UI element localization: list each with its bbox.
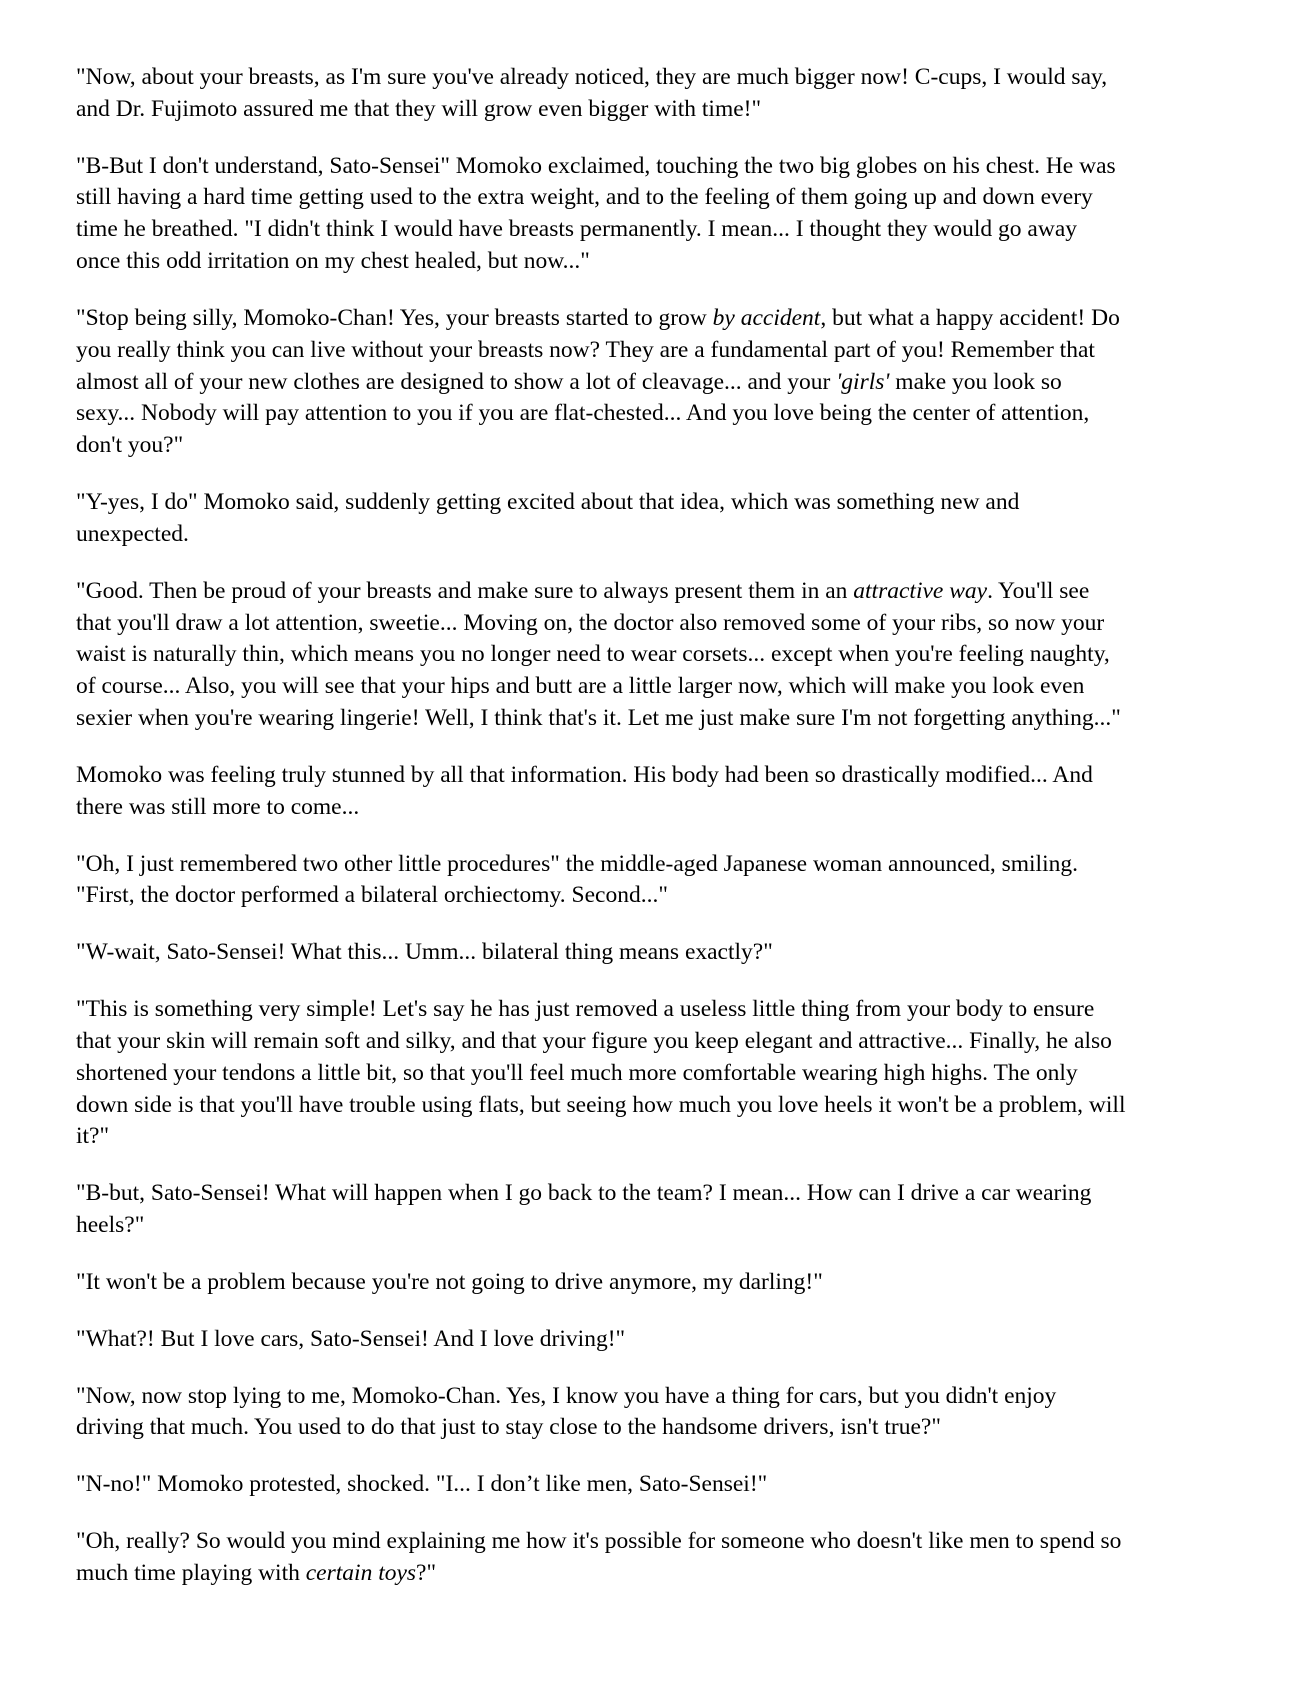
emphasis-text: certain toys	[305, 1559, 417, 1586]
paragraph: "Y-yes, I do" Momoko said, suddenly getting excited about that idea, which was something new and unexpected.	[76, 489, 1020, 547]
paragraph: "Stop being silly, Momoko-Chan! Yes, your breasts started to grow by accident, but what a happy accident! Do you really think you can live without your breasts now? They are a fundamental part of you! Remember that almost all of your new clothes are designed to show a lot of cleavage... and your 'girls' make you look so sexy... Nobody will pay attention to you if you are flat-chested... And you love being the center of attention, don't you?"	[76, 304, 1120, 459]
paragraph: Momoko was feeling truly stunned by all that information. His body had been so drastically modified... And there was still more to come...	[76, 761, 1093, 820]
paragraph: "B-but, Sato-Sensei! What will happen when I go back to the team? I mean... How can I drive a car wearing heels?"	[76, 1180, 1092, 1239]
paragraph: "Oh, really? So would you mind explaining me how it's possible for someone who doesn't like men to spend so much time playing with certain toys?"	[76, 1527, 1122, 1586]
paragraph: "Oh, I just remembered two other little procedures" the middle-aged Japanese woman announced, smiling. "First, the doctor performed a bilateral orchiectomy. Second..."	[76, 850, 1078, 909]
paragraph: "It won't be a problem because you're not going to drive anymore, my darling!"	[76, 1268, 823, 1295]
story-text-body	[76, 62, 1126, 1590]
paragraph: "Good. Then be proud of your breasts and make sure to always present them in an attractive way. You'll see that you'll draw a lot attention, sweetie... Moving on, the doctor also removed some of your ribs, so now your waist is naturally thin, which means you no longer need to wear corsets... except when you're feeling naughty, of course... Also, you will see that your hips and butt are a little larger now, which will make you look even sexier when you're wearing lingerie! Well, I think that's it. Let me just make sure I'm not forgetting anything..."	[76, 577, 1121, 732]
emphasis-text: by accident	[712, 304, 821, 331]
paragraph: "This is something very simple! Let's say he has just removed a useless little thing from your body to ensure that your skin will remain soft and silky, and that your figure you keep elegant and attractive... Finally, he also shortened your tendons a little bit, so that you'll feel much more comfortable wearing high highs. The only down side is that you'll have trouble using flats, but seeing how much you love heels it won't be a problem, will it?"	[76, 996, 1126, 1150]
paragraph: "W-wait, Sato-Sensei! What this... Umm... bilateral thing means exactly?"	[76, 939, 773, 966]
emphasis-text: 'girls'	[836, 368, 890, 395]
emphasis-text: attractive way	[853, 577, 988, 604]
paragraph: "Now, about your breasts, as I'm sure you've already noticed, they are much bigger now! C-cups, I would say, and Dr. Fujimoto assured me that they will grow even bigger with time!"	[76, 64, 1108, 122]
paragraph: "B-But I don't understand, Sato-Sensei" Momoko exclaimed, touching the two big globes on his chest. He was still having a hard time getting used to the extra weight, and to the feeling of them going up and down every time he breathed. "I didn't think I would have breasts permanently. I mean... I thought they would go away once this odd irritation on my chest healed, but now..."	[76, 152, 1116, 275]
paragraph: "What?! But I love cars, Sato-Sensei! And I love driving!"	[76, 1325, 626, 1352]
paragraph: "N-no!" Momoko protested, shocked. "I... I don’t like men, Sato-Sensei!"	[76, 1471, 768, 1498]
paragraph: "Now, now stop lying to me, Momoko-Chan. Yes, I know you have a thing for cars, but you didn't enjoy driving that much. You used to do that just to stay close to the handsome drivers, isn't true?"	[76, 1382, 1057, 1441]
